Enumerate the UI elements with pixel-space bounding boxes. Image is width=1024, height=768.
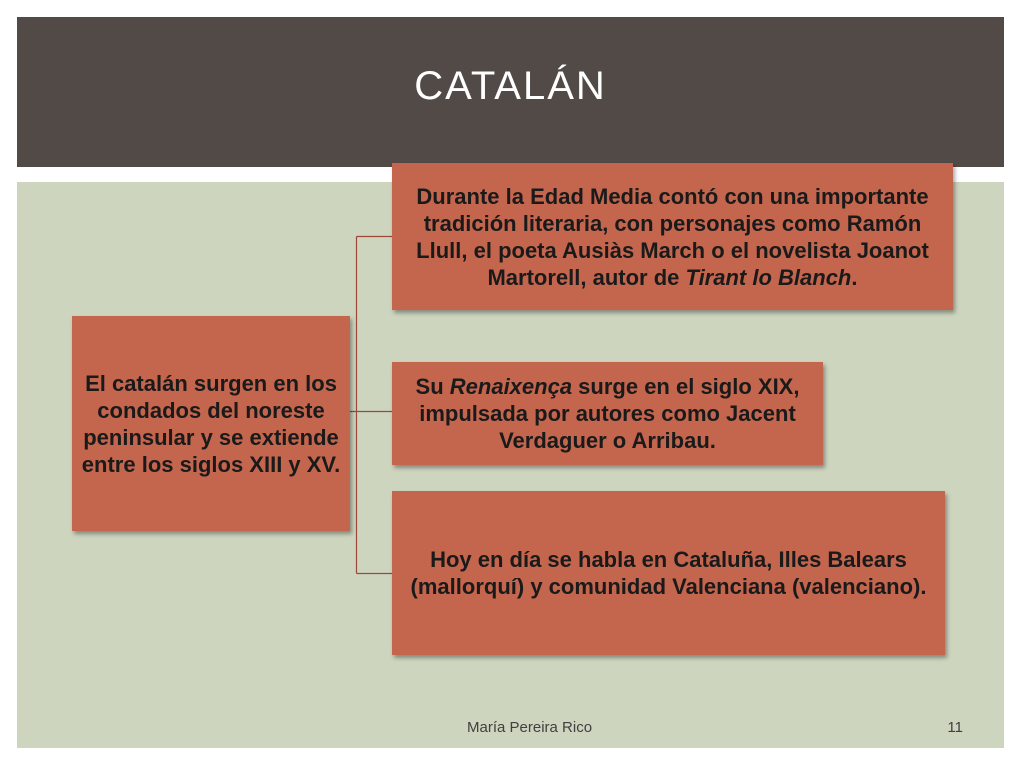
branch-2-text-start: Su — [415, 374, 450, 399]
branch-2-movement-name: Renaixença — [449, 374, 573, 399]
branch-3-text: Hoy en día se habla en Cataluña, Illes Balears (mallorquí) y comunidad Valenciana (valenciano). — [410, 547, 927, 599]
branch-1-text — [407, 183, 938, 291]
branch-2-text-end: surge en el siglo XIX, impulsada por autores como Jacent Verdaguer o Arribau. — [419, 374, 800, 453]
diagram-root-node — [72, 316, 350, 531]
branch-1-text-end: . — [851, 264, 858, 290]
root-node-text: El catalán surgen en los condados del noreste peninsular y se extiende entre los siglos XIII y XV. — [81, 370, 341, 477]
slide-number: 11 — [947, 719, 963, 736]
diagram-branch-node-3 — [392, 491, 945, 655]
footer-author: María Pereira Rico — [467, 719, 593, 736]
branch-1-text-start: Durante la Edad Media contó con una importante tradición literaria, con personajes como Ramón Llull, el poeta Ausiàs March o el novelista Joanot Martorell, autor de — [416, 183, 929, 290]
diagram-branch-node-1 — [392, 163, 953, 310]
branch-1-work-title: Tirant lo Blanch — [685, 264, 852, 290]
branch-2-text — [407, 373, 808, 454]
diagram-branch-node-2 — [392, 362, 823, 465]
slide-title: CATALÁN — [414, 64, 607, 108]
